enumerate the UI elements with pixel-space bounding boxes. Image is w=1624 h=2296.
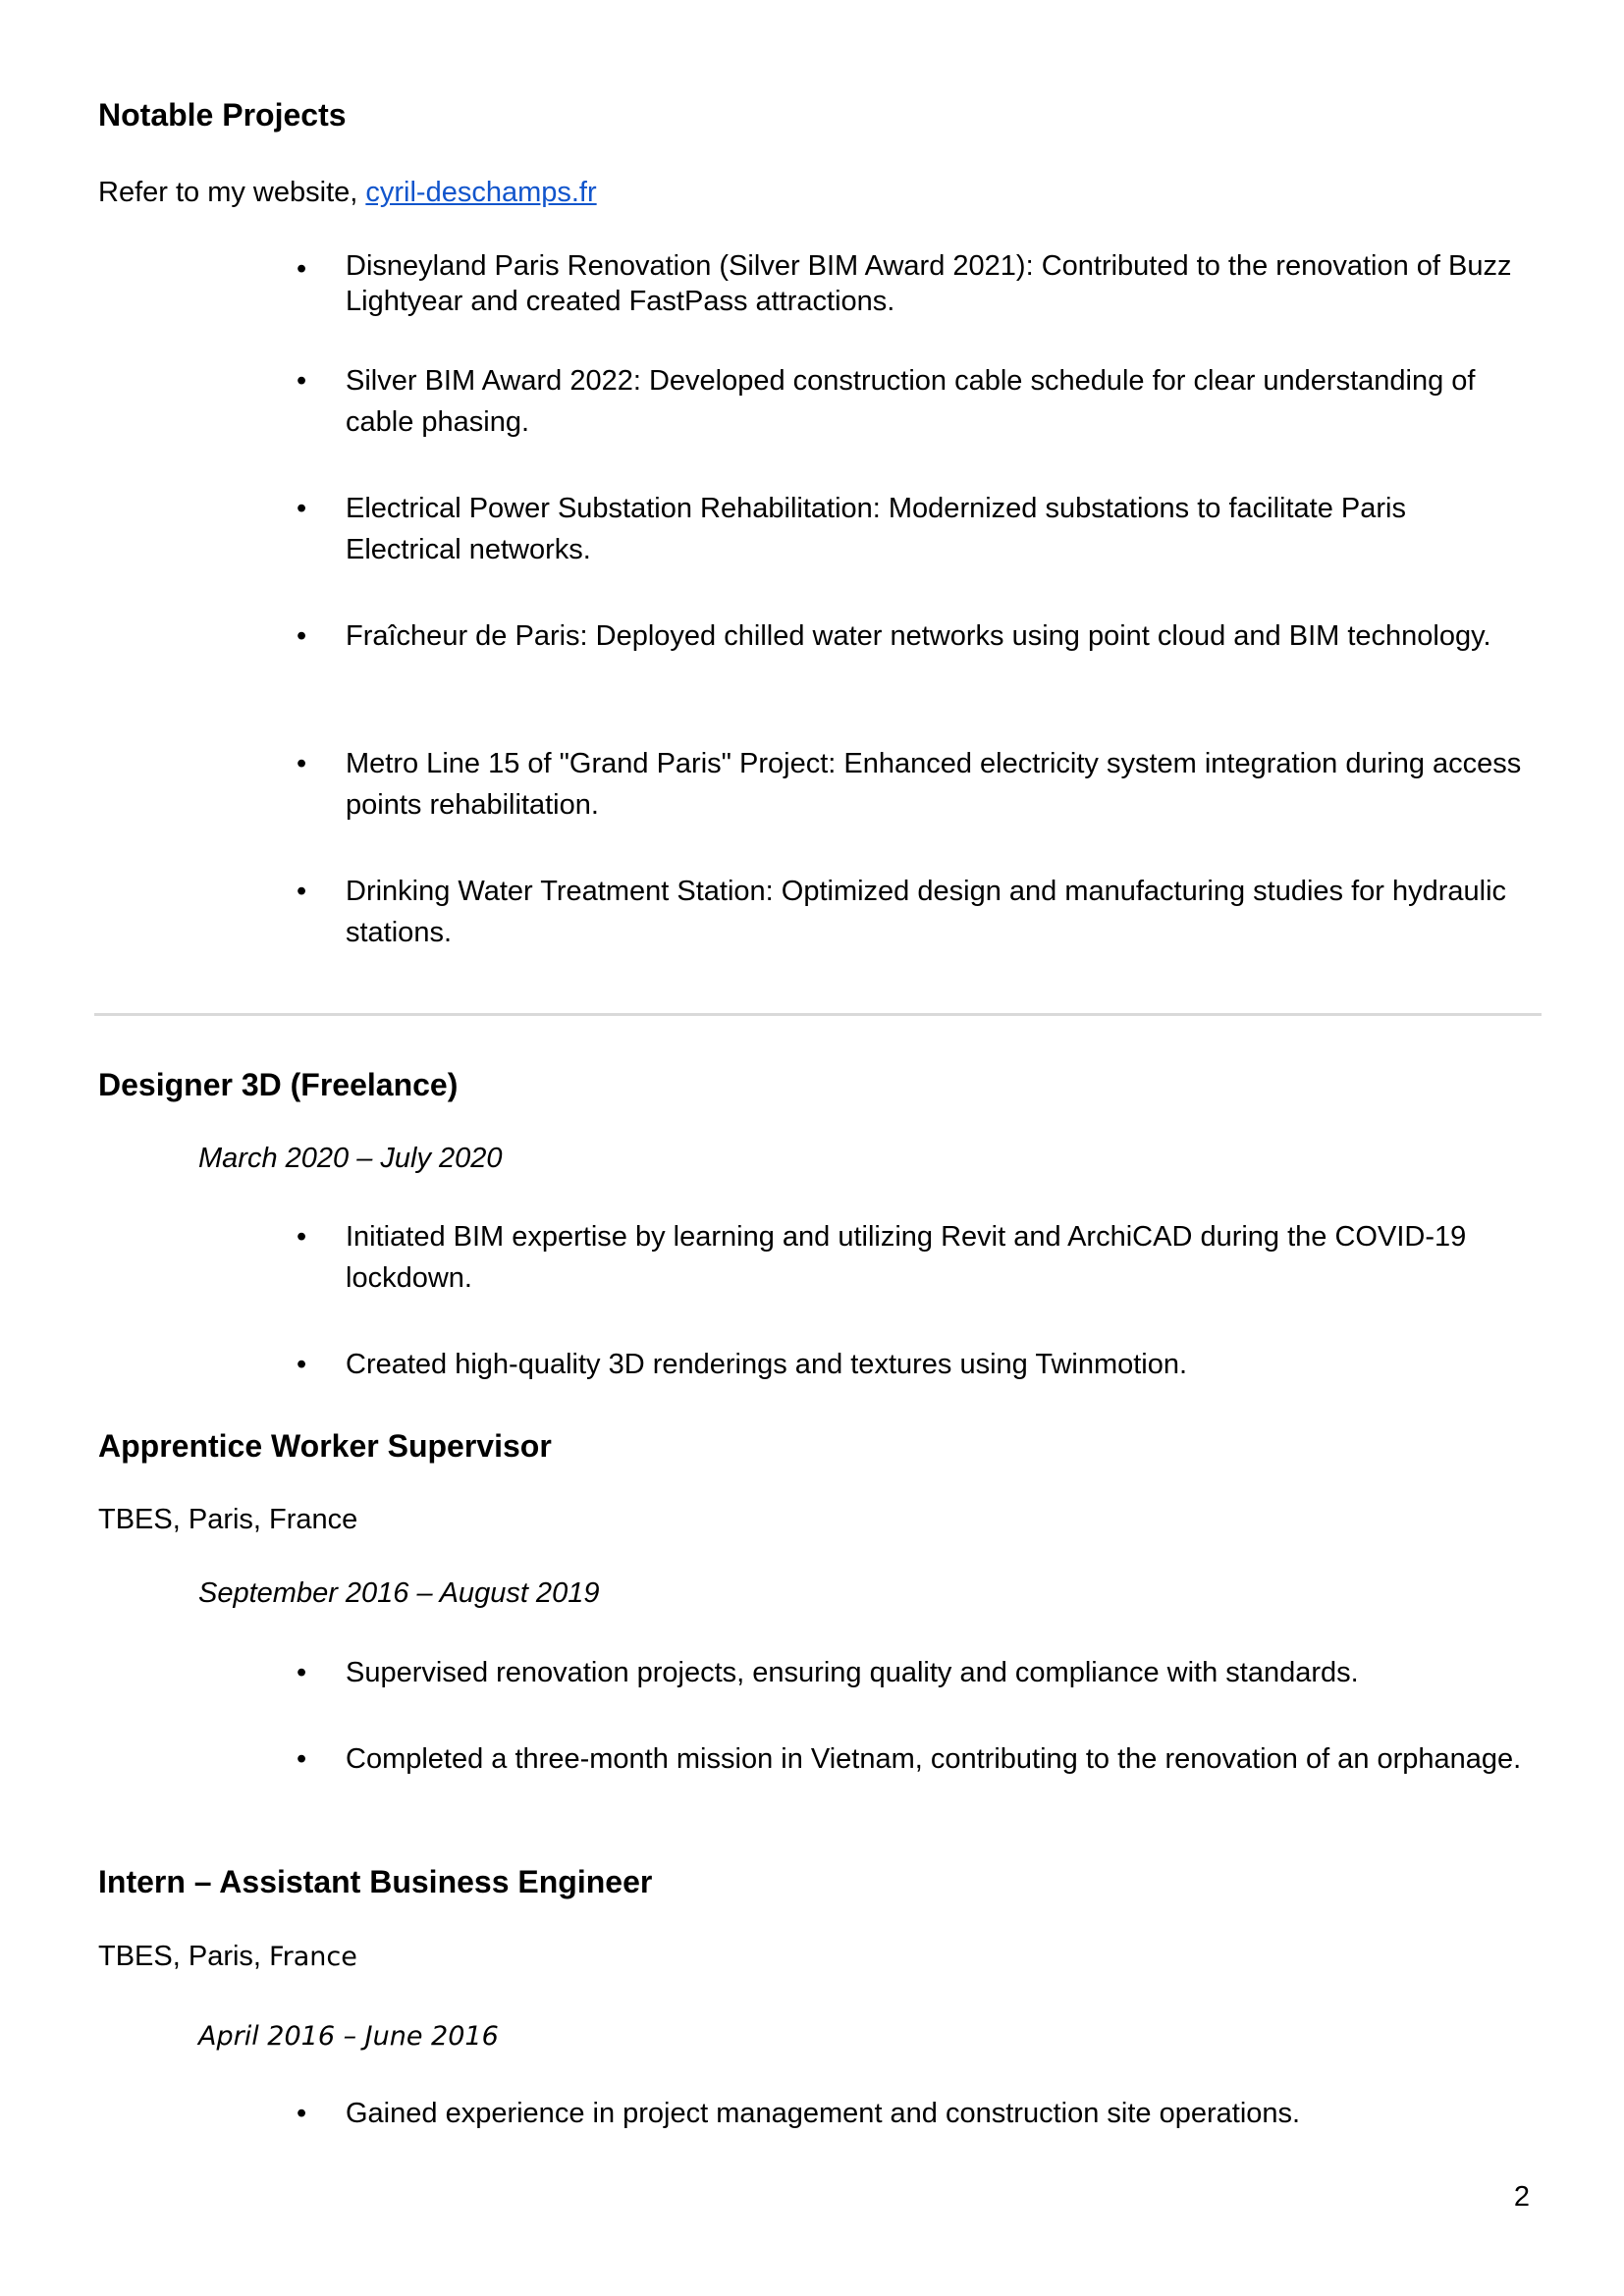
bullet-icon: • xyxy=(297,365,307,397)
project-bullet: Fraîcheur de Paris: Deployed chilled water networks using point cloud and BIM technology. xyxy=(346,620,1491,652)
bullet-icon: • xyxy=(297,1743,307,1775)
project-bullet: Drinking Water Treatment Station: Optimized design and manufacturing studies for hydraulic stations. xyxy=(346,876,1507,948)
apprentice-heading: Apprentice Worker Supervisor xyxy=(98,1428,552,1464)
experience-bullet: Supervised renovation projects, ensuring quality and compliance with standards. xyxy=(346,1657,1359,1688)
experience-bullet: Initiated BIM expertise by learning and utilizing Revit and ArchiCAD during the COVID-19 lockdown. xyxy=(346,1221,1467,1294)
designer-dates: March 2020 – July 2020 xyxy=(198,1143,503,1174)
apprentice-company: TBES, Paris, France xyxy=(98,1504,358,1535)
intern-company xyxy=(98,1941,357,1973)
intern-dates: April 2016 – June 2016 xyxy=(198,2021,499,2052)
notable-projects-heading: Notable Projects xyxy=(98,97,347,133)
experience-bullet: Gained experience in project management and construction site operations. xyxy=(346,2098,1301,2129)
bullet-icon: • xyxy=(297,253,307,285)
page-number: 2 xyxy=(1513,2181,1530,2213)
website-reference xyxy=(98,177,597,209)
experience-bullet: Created high-quality 3D renderings and textures using Twinmotion. xyxy=(346,1349,1188,1380)
project-bullet: Silver BIM Award 2022: Developed construction cable schedule for clear understanding of cable phasing. xyxy=(346,365,1476,438)
apprentice-dates: September 2016 – August 2019 xyxy=(198,1577,600,1609)
website-intro-text: Refer to my website, xyxy=(98,177,366,208)
intern-company-suffix: France xyxy=(269,1942,357,1972)
website-link[interactable]: cyril-deschamps.fr xyxy=(365,177,597,208)
bullet-icon: • xyxy=(297,620,307,652)
project-bullet: Disneyland Paris Renovation (Silver BIM Award 2021): Contributed to the renovation of Buzz Lightyear and created FastPass attractions. xyxy=(346,250,1512,317)
bullet-icon: • xyxy=(297,493,307,524)
bullet-icon: • xyxy=(297,748,307,779)
project-bullet: Electrical Power Substation Rehabilitation: Modernized substations to facilitate Paris Electrical networks. xyxy=(346,493,1406,565)
bullet-icon: • xyxy=(297,1349,307,1380)
project-bullet: Metro Line 15 of "Grand Paris" Project: Enhanced electricity system integration during access points rehabilitation. xyxy=(346,748,1522,821)
bullet-icon: • xyxy=(297,1657,307,1688)
intern-heading: Intern – Assistant Business Engineer xyxy=(98,1864,653,1899)
bullet-icon: • xyxy=(297,1221,307,1253)
designer-heading: Designer 3D (Freelance) xyxy=(98,1067,459,1102)
intern-company-prefix: TBES, Paris, xyxy=(98,1941,270,1972)
experience-bullet: Completed a three-month mission in Vietnam, contributing to the renovation of an orphanage. xyxy=(346,1743,1522,1775)
bullet-icon: • xyxy=(297,2098,307,2129)
bullet-icon: • xyxy=(297,876,307,907)
section-divider xyxy=(94,1013,1542,1016)
